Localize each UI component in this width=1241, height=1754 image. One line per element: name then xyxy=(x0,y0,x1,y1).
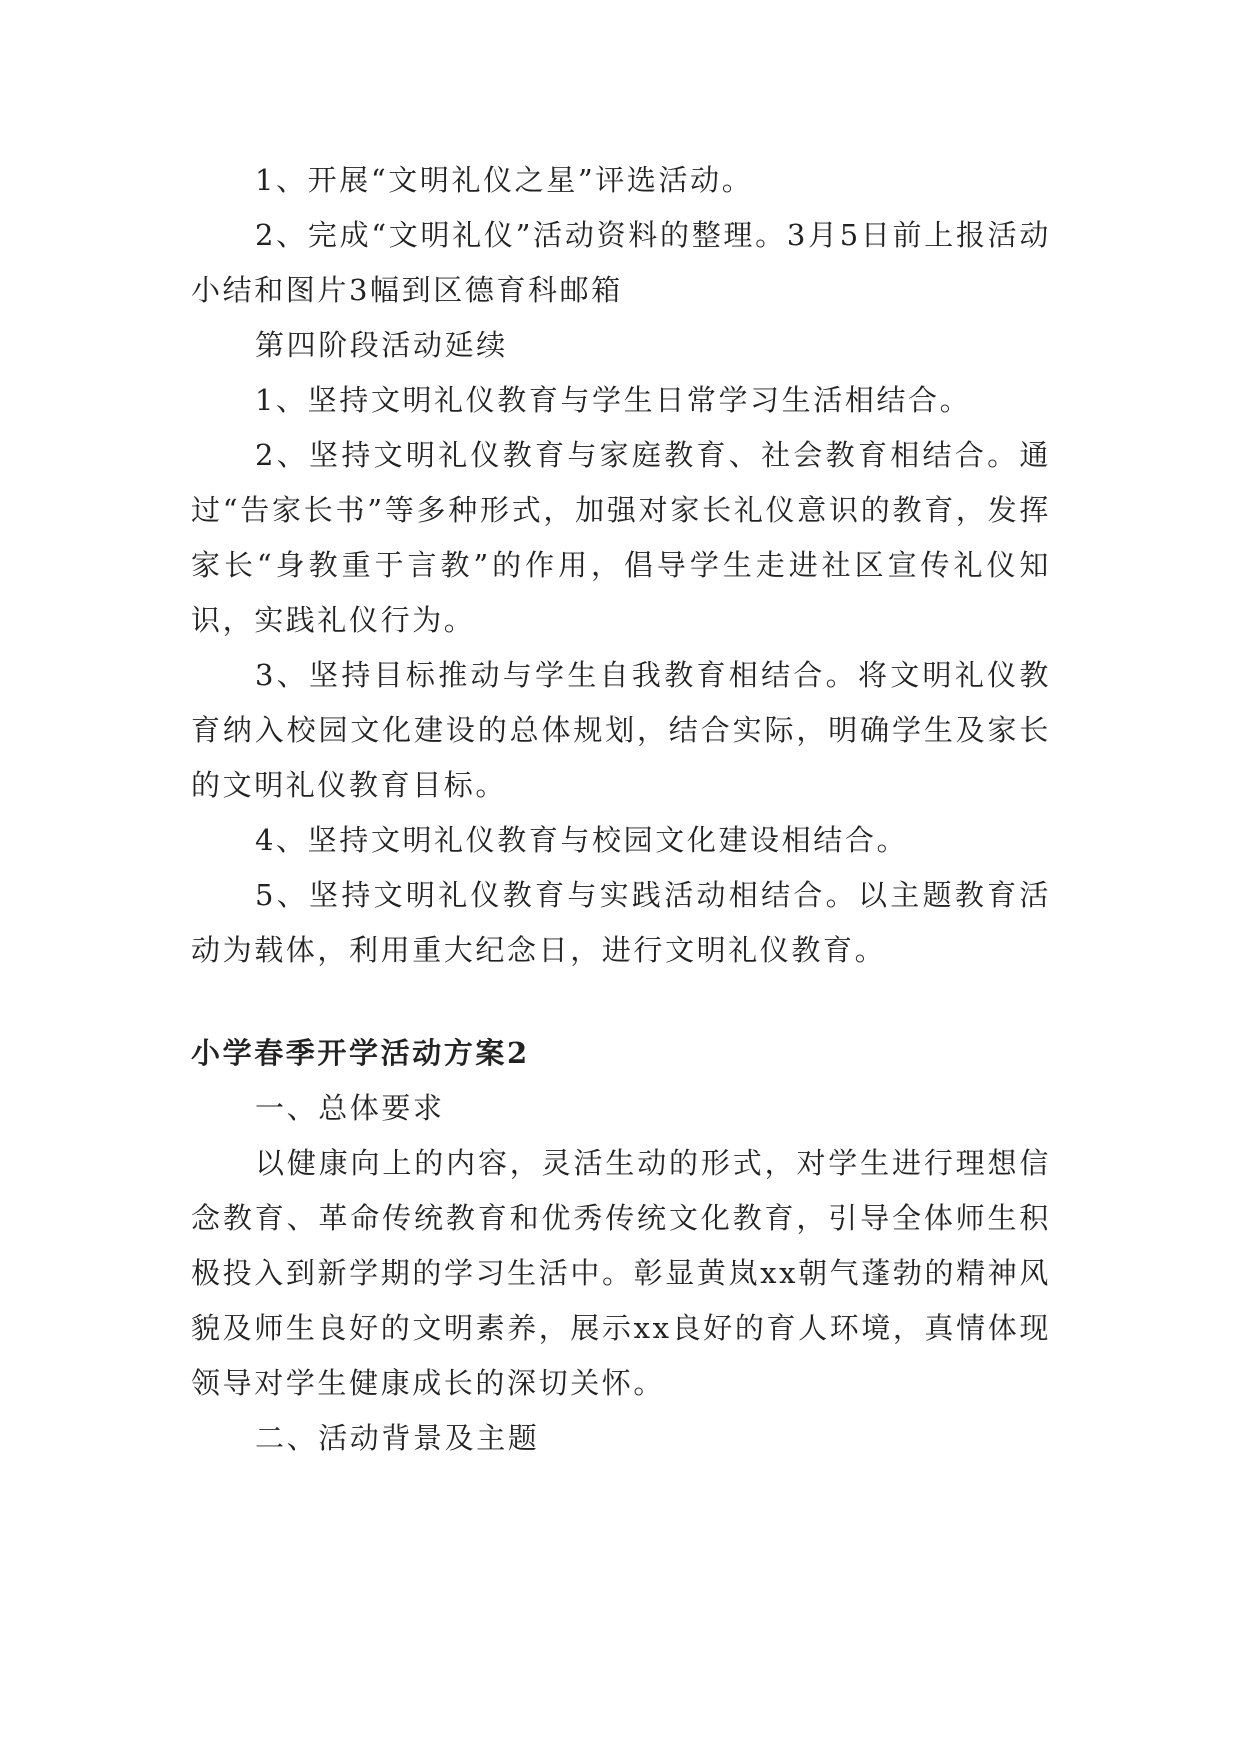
paragraph-daily-life: 1、坚持文明礼仪教育与学生日常学习生活相结合。 xyxy=(255,383,972,417)
paragraph-campus-culture: 4、坚持文明礼仪教育与校园文化建设相结合。 xyxy=(255,823,909,857)
paragraph-materials-report: 2、完成“文明礼仪”活动资料的整理。3月5日前上报活动小结和图片3幅到区德育科邮箱 xyxy=(191,218,1051,307)
paragraph-practice-activities: 5、坚持文明礼仪教育与实践活动相结合。以主题教育活动为载体，利用重大纪念日，进行文明礼仪教育。 xyxy=(191,878,1051,967)
paragraph-self-education: 3、坚持目标推动与学生自我教育相结合。将文明礼仪教育纳入校园文化建设的总体规划，结合实际，明确学生及家长的文明礼仪教育目标。 xyxy=(191,658,1051,802)
heading-background-theme: 二、活动背景及主题 xyxy=(255,1421,540,1455)
paragraph-general-requirements: 以健康向上的内容，灵活生动的形式，对学生进行理想信念教育、革命传统教育和优秀传统文化教育，引导全体师生积极投入到新学期的学习生活中。彰显黄岚xx朝气蓬勃的精神风貌及师生良好的文明素养，展示xx良好的育人环境，真情体现领导对学生健康成长的深切关怀。 xyxy=(191,1146,1051,1400)
stage-four-heading: 第四阶段活动延续 xyxy=(255,328,508,362)
paragraph-family-society: 2、坚持文明礼仪教育与家庭教育、社会教育相结合。通过“告家长书”等多种形式，加强对家长礼仪意识的教育，发挥家长“身教重于言教”的作用，倡导学生走进社区宣传礼仪知识，实践礼仪行为。 xyxy=(191,438,1051,637)
section-title: 小学春季开学活动方案2 xyxy=(191,1036,530,1070)
section-spacer xyxy=(191,978,1051,1026)
paragraph-star-selection: 1、开展“文明礼仪之星”评选活动。 xyxy=(255,163,754,197)
document-body xyxy=(191,153,1051,1466)
heading-general-requirements: 一、总体要求 xyxy=(255,1091,445,1125)
